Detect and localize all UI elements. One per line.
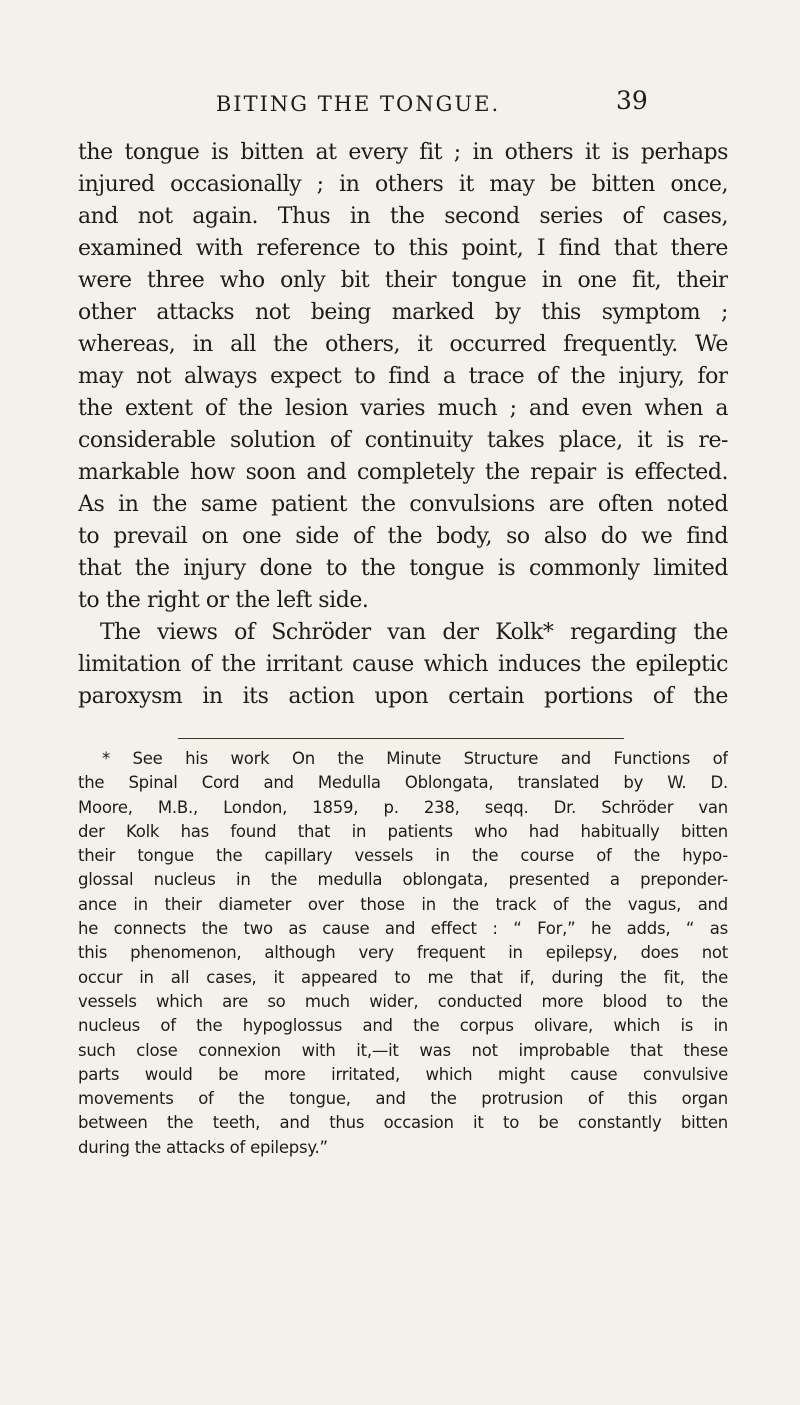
body-line: whereas, in all the others, it occurred frequently. We <box>78 332 728 357</box>
body-line: considerable solution of continuity takes place, it is re- <box>78 428 728 453</box>
footnote-line: * See his work On the Minute Structure and Functions of <box>102 749 728 768</box>
body-line: other attacks not being marked by this symptom ; <box>78 300 728 325</box>
body-line: markable how soon and completely the repair is effected. <box>78 460 728 485</box>
footnote-line: ance in their diameter over those in the track of the vagus, and <box>78 894 728 914</box>
body-line: injured occasionally ; in others it may be bitten once, <box>78 172 728 197</box>
body-line: that the injury done to the tongue is commonly limited <box>78 556 728 581</box>
footnote-line: Moore, M.B., London, 1859, p. 238, seqq. Dr. Schröder van <box>78 797 728 817</box>
footnote-line: nucleus of the hypoglossus and the corpus olivare, which is in <box>78 1016 728 1036</box>
footnote-line: the Spinal Cord and Medulla Oblongata, translated by W. D. <box>78 773 728 793</box>
footnote-line: occur in all cases, it appeared to me that if, during the fit, the <box>78 967 728 987</box>
body-line: and not again. Thus in the second series of cases, <box>78 204 728 229</box>
body-line: to the right or the left side. <box>78 588 369 613</box>
body-line: may not always expect to find a trace of the injury, for <box>78 364 728 389</box>
page-number: 39 <box>616 86 648 115</box>
body-line: As in the same patient the convulsions are often noted <box>78 492 728 517</box>
footnote-line: such close connexion with it,—it was not improbable that these <box>78 1040 728 1060</box>
page-header <box>0 86 800 126</box>
footnote <box>78 747 728 1160</box>
footnote-line: he connects the two as cause and effect : “ For,” he adds, “ as <box>78 919 728 939</box>
body-line: paroxysm in its action upon certain portions of the <box>78 684 728 709</box>
footnote-line: during the attacks of epilepsy.” <box>78 1137 328 1157</box>
footnote-line: their tongue the capillary vessels in the course of the hypo- <box>78 846 728 866</box>
body-line: the extent of the lesion varies much ; and even when a <box>78 396 728 421</box>
footnote-line: glossal nucleus in the medulla oblongata, presented a preponder- <box>78 870 728 890</box>
footnote-line: this phenomenon, although very frequent in epilepsy, does not <box>78 943 728 963</box>
footnote-line: movements of the tongue, and the protrusion of this organ <box>78 1089 728 1109</box>
footnote-line: vessels which are so much wider, conducted more blood to the <box>78 991 728 1011</box>
footnote-line: der Kolk has found that in patients who had habitually bitten <box>78 821 728 841</box>
body-line: to prevail on one side of the body, so also do we find <box>78 524 728 549</box>
running-title: BITING THE TONGUE. <box>215 92 501 116</box>
body-line: the tongue is bitten at every fit ; in others it is perhaps <box>78 140 728 165</box>
footnote-line: parts would be more irritated, which might cause convulsive <box>78 1064 728 1084</box>
footnote-line: between the teeth, and thus occasion it to be constantly bitten <box>78 1113 728 1133</box>
main-text <box>78 137 728 713</box>
body-line: The views of Schröder van der Kolk* regarding the <box>100 620 728 645</box>
body-line: were three who only bit their tongue in one fit, their <box>78 268 728 293</box>
body-line: limitation of the irritant cause which induces the epileptic <box>78 652 728 677</box>
footnote-divider <box>178 738 624 739</box>
body-line: examined with reference to this point, I find that there <box>78 236 728 261</box>
